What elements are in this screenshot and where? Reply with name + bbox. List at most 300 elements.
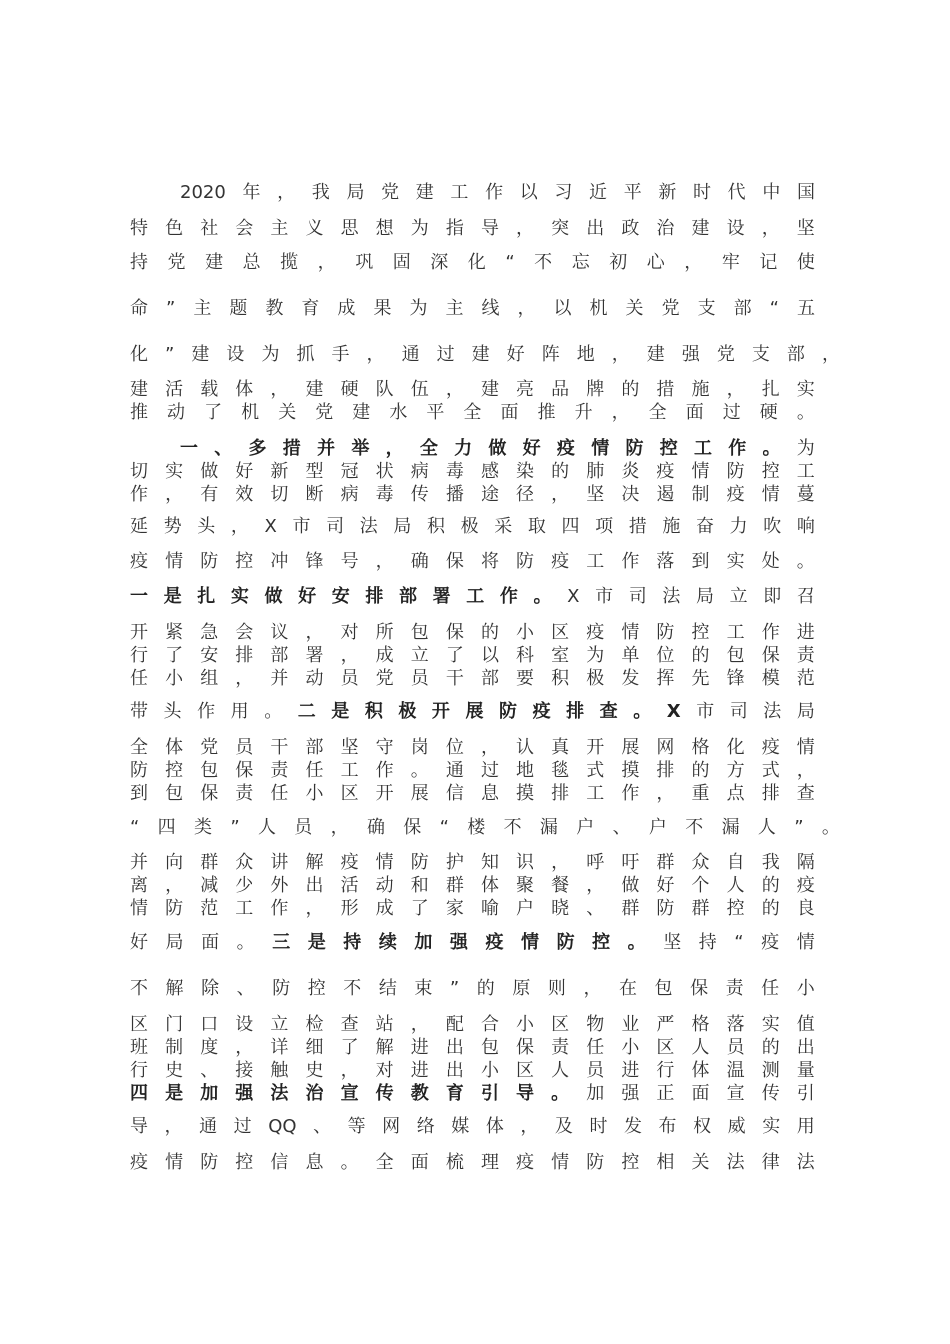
text-char: 过 <box>233 1116 252 1137</box>
text-char: 防 <box>656 898 675 919</box>
text-char: 用 <box>796 1116 815 1137</box>
text-char: 排 <box>235 645 254 666</box>
text-char: 了 <box>445 645 464 666</box>
text-char: 科 <box>516 645 535 666</box>
text-char: 号 <box>340 551 359 572</box>
text-char: 单 <box>621 645 640 666</box>
text-char: 查 <box>340 1014 359 1035</box>
text-char: 是 <box>163 586 182 607</box>
text-char: 过 <box>436 344 455 365</box>
text-char: 部 <box>305 737 324 758</box>
text-char: 守 <box>375 737 394 758</box>
text-char: 司 <box>326 516 345 537</box>
text-char: 保 <box>445 551 464 572</box>
text-char: 作 <box>621 551 640 572</box>
text-char: 将 <box>480 551 499 572</box>
text-char: 感 <box>480 461 499 482</box>
text-char: 疫 <box>796 875 815 896</box>
text-char: 排 <box>656 760 675 781</box>
text-char: 了 <box>340 1037 359 1058</box>
text-char: 结 <box>378 978 397 999</box>
text-char: 为 <box>586 645 605 666</box>
text-char: X <box>264 516 277 537</box>
text-char: ， <box>305 898 324 919</box>
text-char: 施 <box>662 516 681 537</box>
text-char: 物 <box>586 1014 605 1035</box>
text-char: 情 <box>165 1152 184 1173</box>
text-char: 好 <box>656 875 675 896</box>
text-char: 员 <box>586 1060 605 1081</box>
text-char: 控 <box>165 760 184 781</box>
text-char: 断 <box>305 484 324 505</box>
text-char: 相 <box>656 1152 675 1173</box>
text-char: 人 <box>691 1037 710 1058</box>
text-char: 出 <box>445 1037 464 1058</box>
text-char: 温 <box>726 1060 745 1081</box>
text-char: 小 <box>621 1037 640 1058</box>
text-char: 全 <box>375 1152 394 1173</box>
text-char: 员 <box>726 1037 745 1058</box>
text-char: 响 <box>796 516 815 537</box>
text-char: 史 <box>165 1060 184 1081</box>
text-char: 任 <box>270 783 289 804</box>
text-char: 立 <box>729 586 748 607</box>
text-char: 面 <box>685 402 704 423</box>
text-line <box>130 514 815 540</box>
text-char: 为 <box>796 438 815 459</box>
text-line <box>130 400 815 426</box>
text-char: 控 <box>592 932 611 953</box>
text-char: 向 <box>165 852 184 873</box>
text-char: ， <box>520 1116 539 1137</box>
text-char: 作 <box>499 586 518 607</box>
text-char: 、 <box>236 978 255 999</box>
text-char: 络 <box>416 1116 435 1137</box>
text-char: 指 <box>445 218 464 239</box>
text-char: 行 <box>656 1060 675 1081</box>
text-char: 讲 <box>270 852 289 873</box>
text-char: 推 <box>537 402 556 423</box>
text-char: 过 <box>480 760 499 781</box>
text-char: 时 <box>589 1116 608 1137</box>
text-char: 的 <box>761 1037 780 1058</box>
text-char: 接 <box>235 1060 254 1081</box>
text-char: 工 <box>450 182 469 203</box>
text-char: 题 <box>229 298 248 319</box>
text-char: 。 <box>410 760 429 781</box>
text-char: 行 <box>130 645 148 666</box>
text-char: 重 <box>691 783 710 804</box>
text-char: 年 <box>242 182 261 203</box>
text-char: 四 <box>130 1083 148 1104</box>
text-char: 毒 <box>375 484 394 505</box>
text-char: 息 <box>305 1152 324 1173</box>
text-char: 四 <box>561 516 580 537</box>
text-char: 市 <box>595 586 614 607</box>
text-char: 量 <box>796 1060 815 1081</box>
text-char: 责 <box>725 978 744 999</box>
text-char: 疫 <box>532 701 551 722</box>
text-char: 党 <box>381 182 400 203</box>
text-char: 市 <box>696 701 715 722</box>
text-char: 措 <box>628 516 647 537</box>
text-char: 进 <box>621 1060 640 1081</box>
text-char: 细 <box>305 1037 324 1058</box>
text-char: 持 <box>130 252 148 273</box>
text-char: 续 <box>378 932 397 953</box>
text-char: 作 <box>130 484 148 505</box>
text-char: 开 <box>431 701 450 722</box>
text-char: 格 <box>691 737 710 758</box>
text-char: 室 <box>551 645 570 666</box>
text-char: 为 <box>261 344 280 365</box>
text-char: 人 <box>551 1060 570 1081</box>
text-char: ， <box>270 379 289 400</box>
text-char: 载 <box>200 379 219 400</box>
text-char: 总 <box>242 252 261 273</box>
text-char: 局 <box>796 701 815 722</box>
text-char: 防 <box>272 978 291 999</box>
text-char: ， <box>165 875 184 896</box>
text-char: 梳 <box>445 1152 464 1173</box>
text-char: 信 <box>445 783 464 804</box>
text-char: 严 <box>656 1014 675 1035</box>
text-char: 化 <box>130 344 148 365</box>
text-char: 并 <box>317 438 336 459</box>
text-char: 。 <box>627 932 646 953</box>
text-char: 建 <box>352 402 371 423</box>
text-char: 做 <box>621 875 640 896</box>
text-char: 化 <box>467 252 486 273</box>
text-char: 色 <box>165 218 184 239</box>
text-char: 升 <box>574 402 593 423</box>
text-char: 好 <box>235 461 254 482</box>
text-char: 党 <box>200 737 219 758</box>
text-char: 展 <box>621 737 640 758</box>
text-char: 员 <box>235 737 254 758</box>
text-char: 员 <box>294 817 313 838</box>
text-char: 员 <box>340 668 359 689</box>
text-char: 布 <box>658 1116 677 1137</box>
text-char: 局 <box>165 932 184 953</box>
text-char: 权 <box>693 1116 712 1137</box>
text-char: 通 <box>199 1116 218 1137</box>
text-char: 设 <box>226 344 245 365</box>
text-char: 实 <box>726 551 745 572</box>
text-char: 司 <box>628 586 647 607</box>
text-char: 安 <box>331 586 350 607</box>
text-char: 宣 <box>340 1083 359 1104</box>
text-char: 落 <box>656 551 675 572</box>
text-char: 法 <box>662 586 681 607</box>
text-char: 并 <box>270 668 289 689</box>
text-char: 伍 <box>410 379 429 400</box>
text-char: 不 <box>130 978 148 999</box>
text-char: 头 <box>197 516 216 537</box>
text-char: 一 <box>180 438 198 459</box>
text-char: 即 <box>763 586 782 607</box>
text-char: 干 <box>445 668 464 689</box>
text-char: 位 <box>656 645 675 666</box>
text-char: 以 <box>519 182 538 203</box>
text-char: 力 <box>454 438 473 459</box>
text-char: 命 <box>130 298 148 319</box>
text-char: 忘 <box>571 252 590 273</box>
text-char: 保 <box>690 978 709 999</box>
text-char: 配 <box>445 1014 464 1035</box>
text-char: 区 <box>130 1014 148 1035</box>
text-char: 众 <box>691 852 710 873</box>
text-char: 政 <box>621 218 640 239</box>
text-char: 知 <box>480 852 499 873</box>
text-char: 地 <box>576 344 595 365</box>
text-char: 开 <box>586 737 605 758</box>
text-char: 群 <box>621 898 640 919</box>
text-line <box>130 216 815 242</box>
text-char: 立 <box>410 645 429 666</box>
text-char: 区 <box>551 1014 570 1035</box>
text-char: 作 <box>375 760 394 781</box>
text-char: 并 <box>130 852 148 873</box>
text-line <box>180 180 815 206</box>
text-char: 晓 <box>551 898 570 919</box>
text-char: 引 <box>796 1083 815 1104</box>
text-char: 发 <box>624 1116 642 1137</box>
text-char: ” <box>449 978 460 999</box>
text-char: 坚 <box>340 737 359 758</box>
text-char: 传 <box>761 1083 780 1104</box>
text-char: 强 <box>449 932 468 953</box>
text-char: 主 <box>193 298 212 319</box>
text-char: 家 <box>445 898 464 919</box>
text-char: 防 <box>165 898 184 919</box>
text-char: 息 <box>480 783 499 804</box>
text-char: 疫 <box>340 852 359 873</box>
text-char: 保 <box>403 817 422 838</box>
text-char: 众 <box>235 852 254 873</box>
text-char: 治 <box>656 218 675 239</box>
text-char: 蔓 <box>796 484 815 505</box>
text-char: 所 <box>375 622 394 643</box>
text-char: 情 <box>691 461 710 482</box>
text-char: 。 <box>533 586 552 607</box>
text-char: 手 <box>331 344 350 365</box>
text-char: 识 <box>516 852 535 873</box>
text-char: 任 <box>586 1037 605 1058</box>
text-char: 积 <box>426 516 445 537</box>
text-char: 吁 <box>621 852 640 873</box>
text-char: 式 <box>761 760 780 781</box>
text-char: 举 <box>351 438 370 459</box>
text-char: 化 <box>726 737 745 758</box>
text-line <box>130 342 840 368</box>
text-char: 体 <box>691 1060 710 1081</box>
text-char: 型 <box>305 461 324 482</box>
text-char: 新 <box>270 461 289 482</box>
text-char: ， <box>235 1037 254 1058</box>
text-char: 巩 <box>355 252 374 273</box>
text-char: 出 <box>305 875 324 896</box>
text-char: 锋 <box>305 551 324 572</box>
text-char: 习 <box>554 182 573 203</box>
text-char: 防 <box>556 932 575 953</box>
text-char: 队 <box>375 379 394 400</box>
text-char: 值 <box>796 1014 815 1035</box>
text-char: 解 <box>375 1037 394 1058</box>
text-char: 吹 <box>763 516 782 537</box>
text-char: 固 <box>392 252 411 273</box>
text-char: 个 <box>691 875 710 896</box>
text-char: 制 <box>691 484 710 505</box>
text-char: 展 <box>465 701 484 722</box>
text-char: ” <box>230 817 240 838</box>
text-char: 了 <box>165 645 184 666</box>
text-char: 则 <box>547 978 566 999</box>
text-char: ， <box>305 622 324 643</box>
text-char: 口 <box>200 1014 219 1035</box>
text-char: 五 <box>796 298 815 319</box>
text-char: 不 <box>534 252 553 273</box>
text-char: 保 <box>235 760 254 781</box>
text-char: X <box>567 586 580 607</box>
text-char: ， <box>796 760 815 781</box>
text-char: 律 <box>761 1152 780 1173</box>
text-char: 人 <box>726 875 745 896</box>
text-line <box>130 666 815 692</box>
text-char: 全 <box>419 438 438 459</box>
text-char: 群 <box>200 852 219 873</box>
text-char: 头 <box>163 701 182 722</box>
text-char: 类 <box>193 817 212 838</box>
text-char: 疫 <box>516 1152 535 1173</box>
text-char: 署 <box>305 645 324 666</box>
text-char: 毒 <box>445 461 464 482</box>
text-char: 施 <box>691 379 710 400</box>
text-line <box>130 699 815 725</box>
text-char: 体 <box>235 379 254 400</box>
text-char: 冠 <box>340 461 359 482</box>
text-char: 检 <box>305 1014 324 1035</box>
text-char: 关 <box>278 402 297 423</box>
text-char: 责 <box>551 1037 570 1058</box>
text-char: 疫 <box>130 551 148 572</box>
text-char: 思 <box>340 218 359 239</box>
text-char: 威 <box>727 1116 746 1137</box>
text-char: 径 <box>516 484 535 505</box>
text-char: 引 <box>480 1083 499 1104</box>
text-char: 新 <box>658 182 677 203</box>
text-char: 关 <box>625 298 644 319</box>
text-char: 漏 <box>721 817 740 838</box>
text-char: 遏 <box>656 484 675 505</box>
text-char: 落 <box>726 1014 745 1035</box>
text-char: 扎 <box>197 586 216 607</box>
text-char: 多 <box>248 438 267 459</box>
text-char: 推 <box>130 402 148 423</box>
text-char: 途 <box>480 484 499 505</box>
text-line <box>130 296 815 322</box>
text-char: 防 <box>200 551 219 572</box>
text-char: 。 <box>821 817 840 838</box>
text-char: “ <box>505 252 515 273</box>
text-char: 控 <box>726 898 745 919</box>
text-char: 建 <box>646 344 665 365</box>
text-char: ， <box>726 379 745 400</box>
text-char: 任 <box>305 760 324 781</box>
text-char: 切 <box>130 461 148 482</box>
text-char: 揽 <box>280 252 299 273</box>
text-char: 外 <box>270 875 289 896</box>
text-char: ， <box>366 344 385 365</box>
text-char: 、 <box>200 1060 219 1081</box>
text-char: 建 <box>480 379 499 400</box>
text-char: 建 <box>305 379 324 400</box>
text-char: 不 <box>343 978 362 999</box>
text-char: ， <box>165 484 184 505</box>
text-char: 排 <box>566 701 585 722</box>
text-char: 工 <box>726 622 745 643</box>
text-char: 包 <box>200 760 219 781</box>
text-char: 工 <box>796 461 815 482</box>
text-char: 实 <box>796 379 815 400</box>
text-char: 支 <box>697 298 716 319</box>
text-char: 成 <box>337 298 356 319</box>
text-char: 三 <box>272 932 291 953</box>
text-char: 。 <box>796 402 815 423</box>
text-char: 区 <box>340 783 359 804</box>
text-char: ， <box>340 1060 359 1081</box>
text-char: 播 <box>445 484 464 505</box>
text-char: 进 <box>410 1037 429 1058</box>
text-char: 实 <box>165 461 184 482</box>
text-char: 传 <box>375 1083 394 1104</box>
text-char: 情 <box>591 438 610 459</box>
text-char: 开 <box>375 783 394 804</box>
text-char: 的 <box>761 898 780 919</box>
text-line <box>130 250 815 276</box>
text-char: 、 <box>586 898 605 919</box>
text-char: 发 <box>621 668 640 689</box>
text-char: 会 <box>235 218 254 239</box>
text-char: 站 <box>375 1014 394 1035</box>
text-char: 摸 <box>621 760 640 781</box>
text-char: 的 <box>476 978 495 999</box>
text-char: 取 <box>527 516 546 537</box>
text-char: 想 <box>375 218 394 239</box>
text-char: 面 <box>201 932 220 953</box>
text-char: ” <box>165 344 175 365</box>
text-char: 署 <box>432 586 451 607</box>
text-char: 情 <box>621 622 640 643</box>
text-char: 。 <box>264 701 283 722</box>
text-char: 实 <box>230 586 249 607</box>
text-char: 过 <box>722 402 741 423</box>
text-char: 导 <box>130 1116 148 1137</box>
text-char: 强 <box>235 1083 254 1104</box>
text-char: 急 <box>200 622 219 643</box>
text-char: 的 <box>480 622 499 643</box>
text-char: 面 <box>410 1152 429 1173</box>
text-char: 代 <box>727 182 746 203</box>
text-char: 机 <box>241 402 260 423</box>
text-char: 先 <box>691 668 710 689</box>
text-char: 部 <box>270 645 289 666</box>
text-char: 记 <box>759 252 778 273</box>
text-char: 传 <box>410 484 429 505</box>
text-char: 防 <box>586 1152 605 1173</box>
text-char: ， <box>235 668 254 689</box>
text-char: 开 <box>130 622 148 643</box>
